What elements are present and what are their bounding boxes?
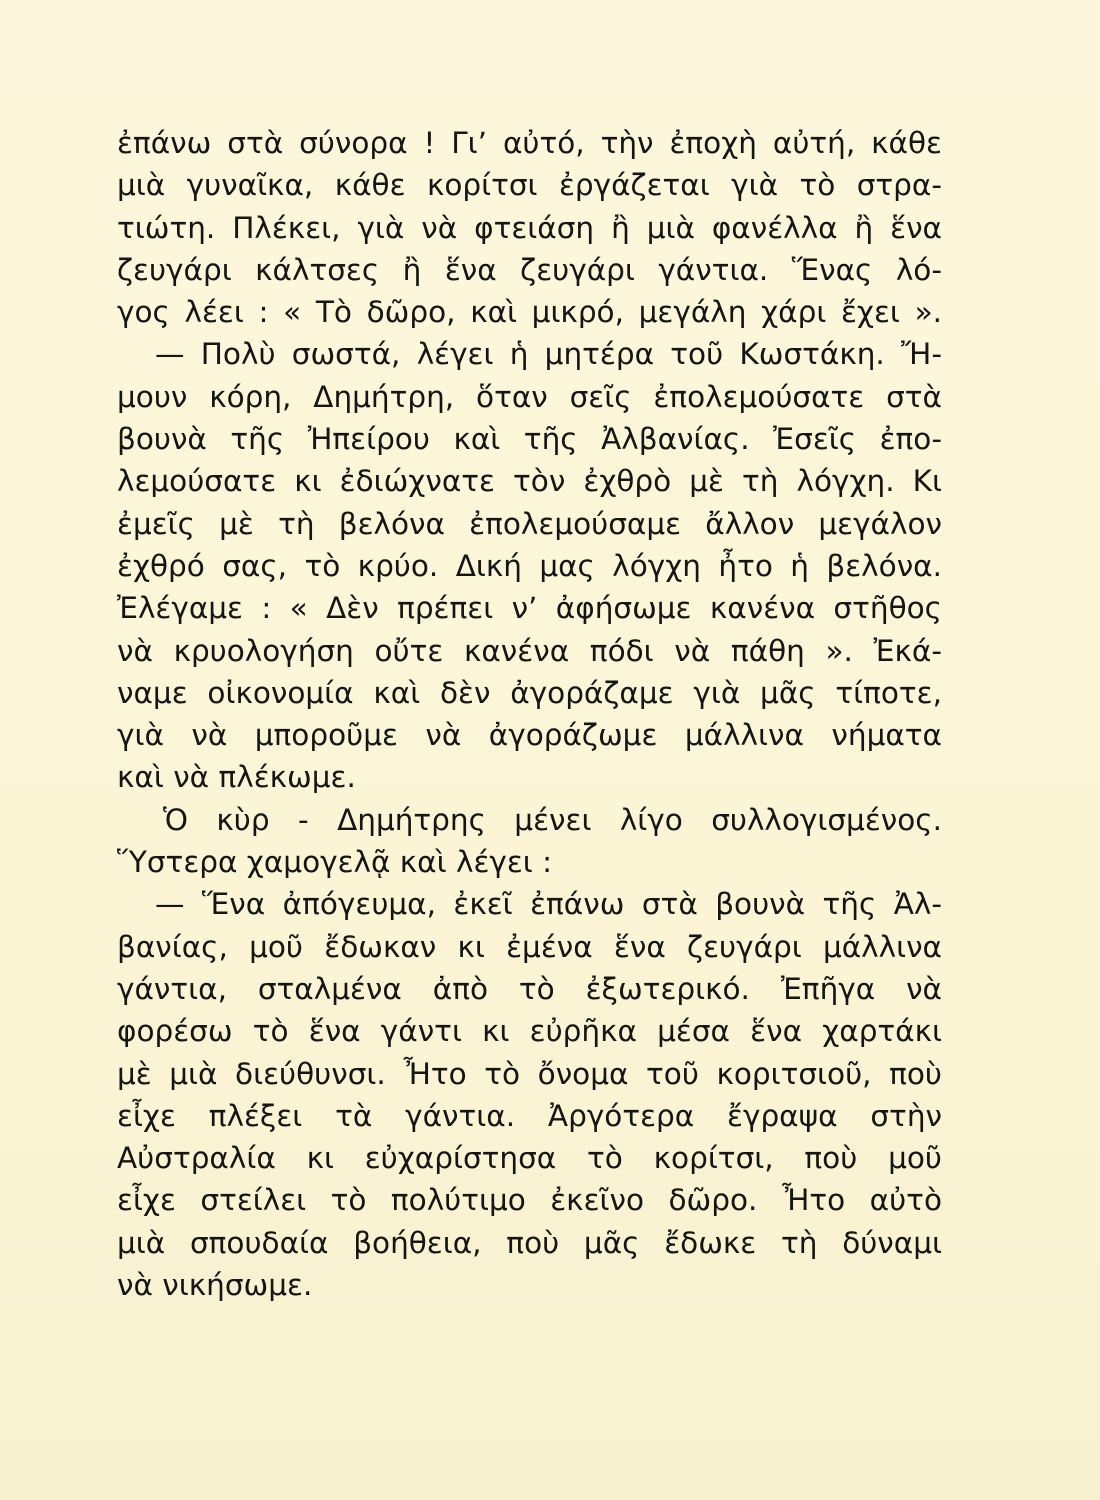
text-line: φορέσω τὸ ἕνα γάντι κι εὐρῆκα μέσα ἕνα χαρτάκι [117, 1014, 942, 1049]
text-line: ζευγάρι κάλτσες ἢ ἕνα ζευγάρι γάντια. Ἕνας λό- [117, 252, 942, 287]
text-line: εἶχε στείλει τὸ πολύτιμο ἐκεῖνο δῶρο. Ἦτο αὐτὸ [117, 1183, 942, 1218]
text-line: Ὁ κὺρ - Δημήτρης μένει λίγο συλλογισμένος. [163, 802, 942, 837]
text-line: γάντια, σταλμένα ἀπὸ τὸ ἐξωτερικό. Ἐπῆγα νὰ [117, 971, 942, 1006]
text-line: γιὰ νὰ μποροῦμε νὰ ἀγοράζωμε μάλλινα νήματα [117, 718, 942, 753]
paragraph-1 [117, 122, 942, 333]
text-line: μιὰ σπουδαία βοήθεια, ποὺ μᾶς ἔδωκε τὴ δύναμι [117, 1225, 942, 1260]
text-line: ἐπάνω στὰ σύνορα ! Γι’ αὐτό, τὴν ἐποχὴ αὐτή, κάθε [117, 126, 942, 160]
text-line: μὲ μιὰ διεύθυνσι. Ἦτο τὸ ὄνομα τοῦ κοριτσιοῦ, ποὺ [117, 1056, 942, 1091]
paragraph-2 [117, 333, 942, 798]
text-line: Αὐστραλία κι εὐχαρίστησα τὸ κορίτσι, ποὺ μοῦ [117, 1141, 942, 1176]
text-line: ἐχθρό σας, τὸ κρύο. Δική μας λόγχη ἦτο ἡ βελόνα. [117, 548, 942, 583]
text-line: ναμε οἰκονομία καὶ δὲν ἀγοράζαμε γιὰ μᾶς τίποτε, [117, 675, 942, 710]
text-line: εἶχε πλέξει τὰ γάντια. Ἀργότερα ἔγραψα στὴν [117, 1098, 942, 1133]
text-line: βουνὰ τῆς Ἠπείρου καὶ τῆς Ἀλβανίας. Ἐσεῖς ἐπο- [117, 422, 942, 457]
text-line: νὰ κρυολογήση οὔτε κανένα πόδι νὰ πάθη ». Ἐκά- [117, 633, 942, 668]
text-line: Ὕστερα χαμογελᾷ καὶ λέγει : [117, 845, 553, 880]
text-line: βανίας, μοῦ ἔδωκαν κι ἐμένα ἕνα ζευγάρι μάλλινα [117, 929, 942, 964]
text-line: τιώτη. Πλέκει, γιὰ νὰ φτειάση ἢ μιὰ φανέλλα ἢ ἕνα [117, 210, 942, 245]
text-line: λεμούσατε κι ἐδιώχνατε τὸν ἐχθρὸ μὲ τὴ λόγχη. Κι [117, 464, 942, 499]
paragraph-4 [117, 883, 942, 1306]
text-line: ἐμεῖς μὲ τὴ βελόνα ἐπολεμούσαμε ἄλλον μεγάλον [117, 506, 942, 541]
text-line: γος λέει : « Τὸ δῶρο, καὶ μικρό, μεγάλη χάρι ἔχει ». [117, 295, 942, 330]
text-line: μιὰ γυναῖκα, κάθε κορίτσι ἐργάζεται γιὰ τὸ στρα- [117, 168, 942, 203]
text-line: μουν κόρη, Δημήτρη, ὅταν σεῖς ἐπολεμούσατε στὰ [117, 379, 942, 414]
page-text [117, 122, 942, 1306]
paragraph-3 [117, 799, 942, 884]
text-line: νὰ νικήσωμε. [117, 1268, 313, 1303]
text-line: καὶ νὰ πλέκωμε. [117, 760, 356, 795]
text-line: Ἐλέγαμε : « Δὲν πρέπει ν’ ἀφήσωμε κανένα στῆθος [117, 591, 942, 626]
text-line: — Ἕνα ἀπόγευμα, ἐκεῖ ἐπάνω στὰ βουνὰ τῆς Ἀλ- [155, 887, 942, 922]
text-line: — Πολὺ σωστά, λέγει ἡ μητέρα τοῦ Κωστάκη. Ἤ- [155, 337, 942, 372]
